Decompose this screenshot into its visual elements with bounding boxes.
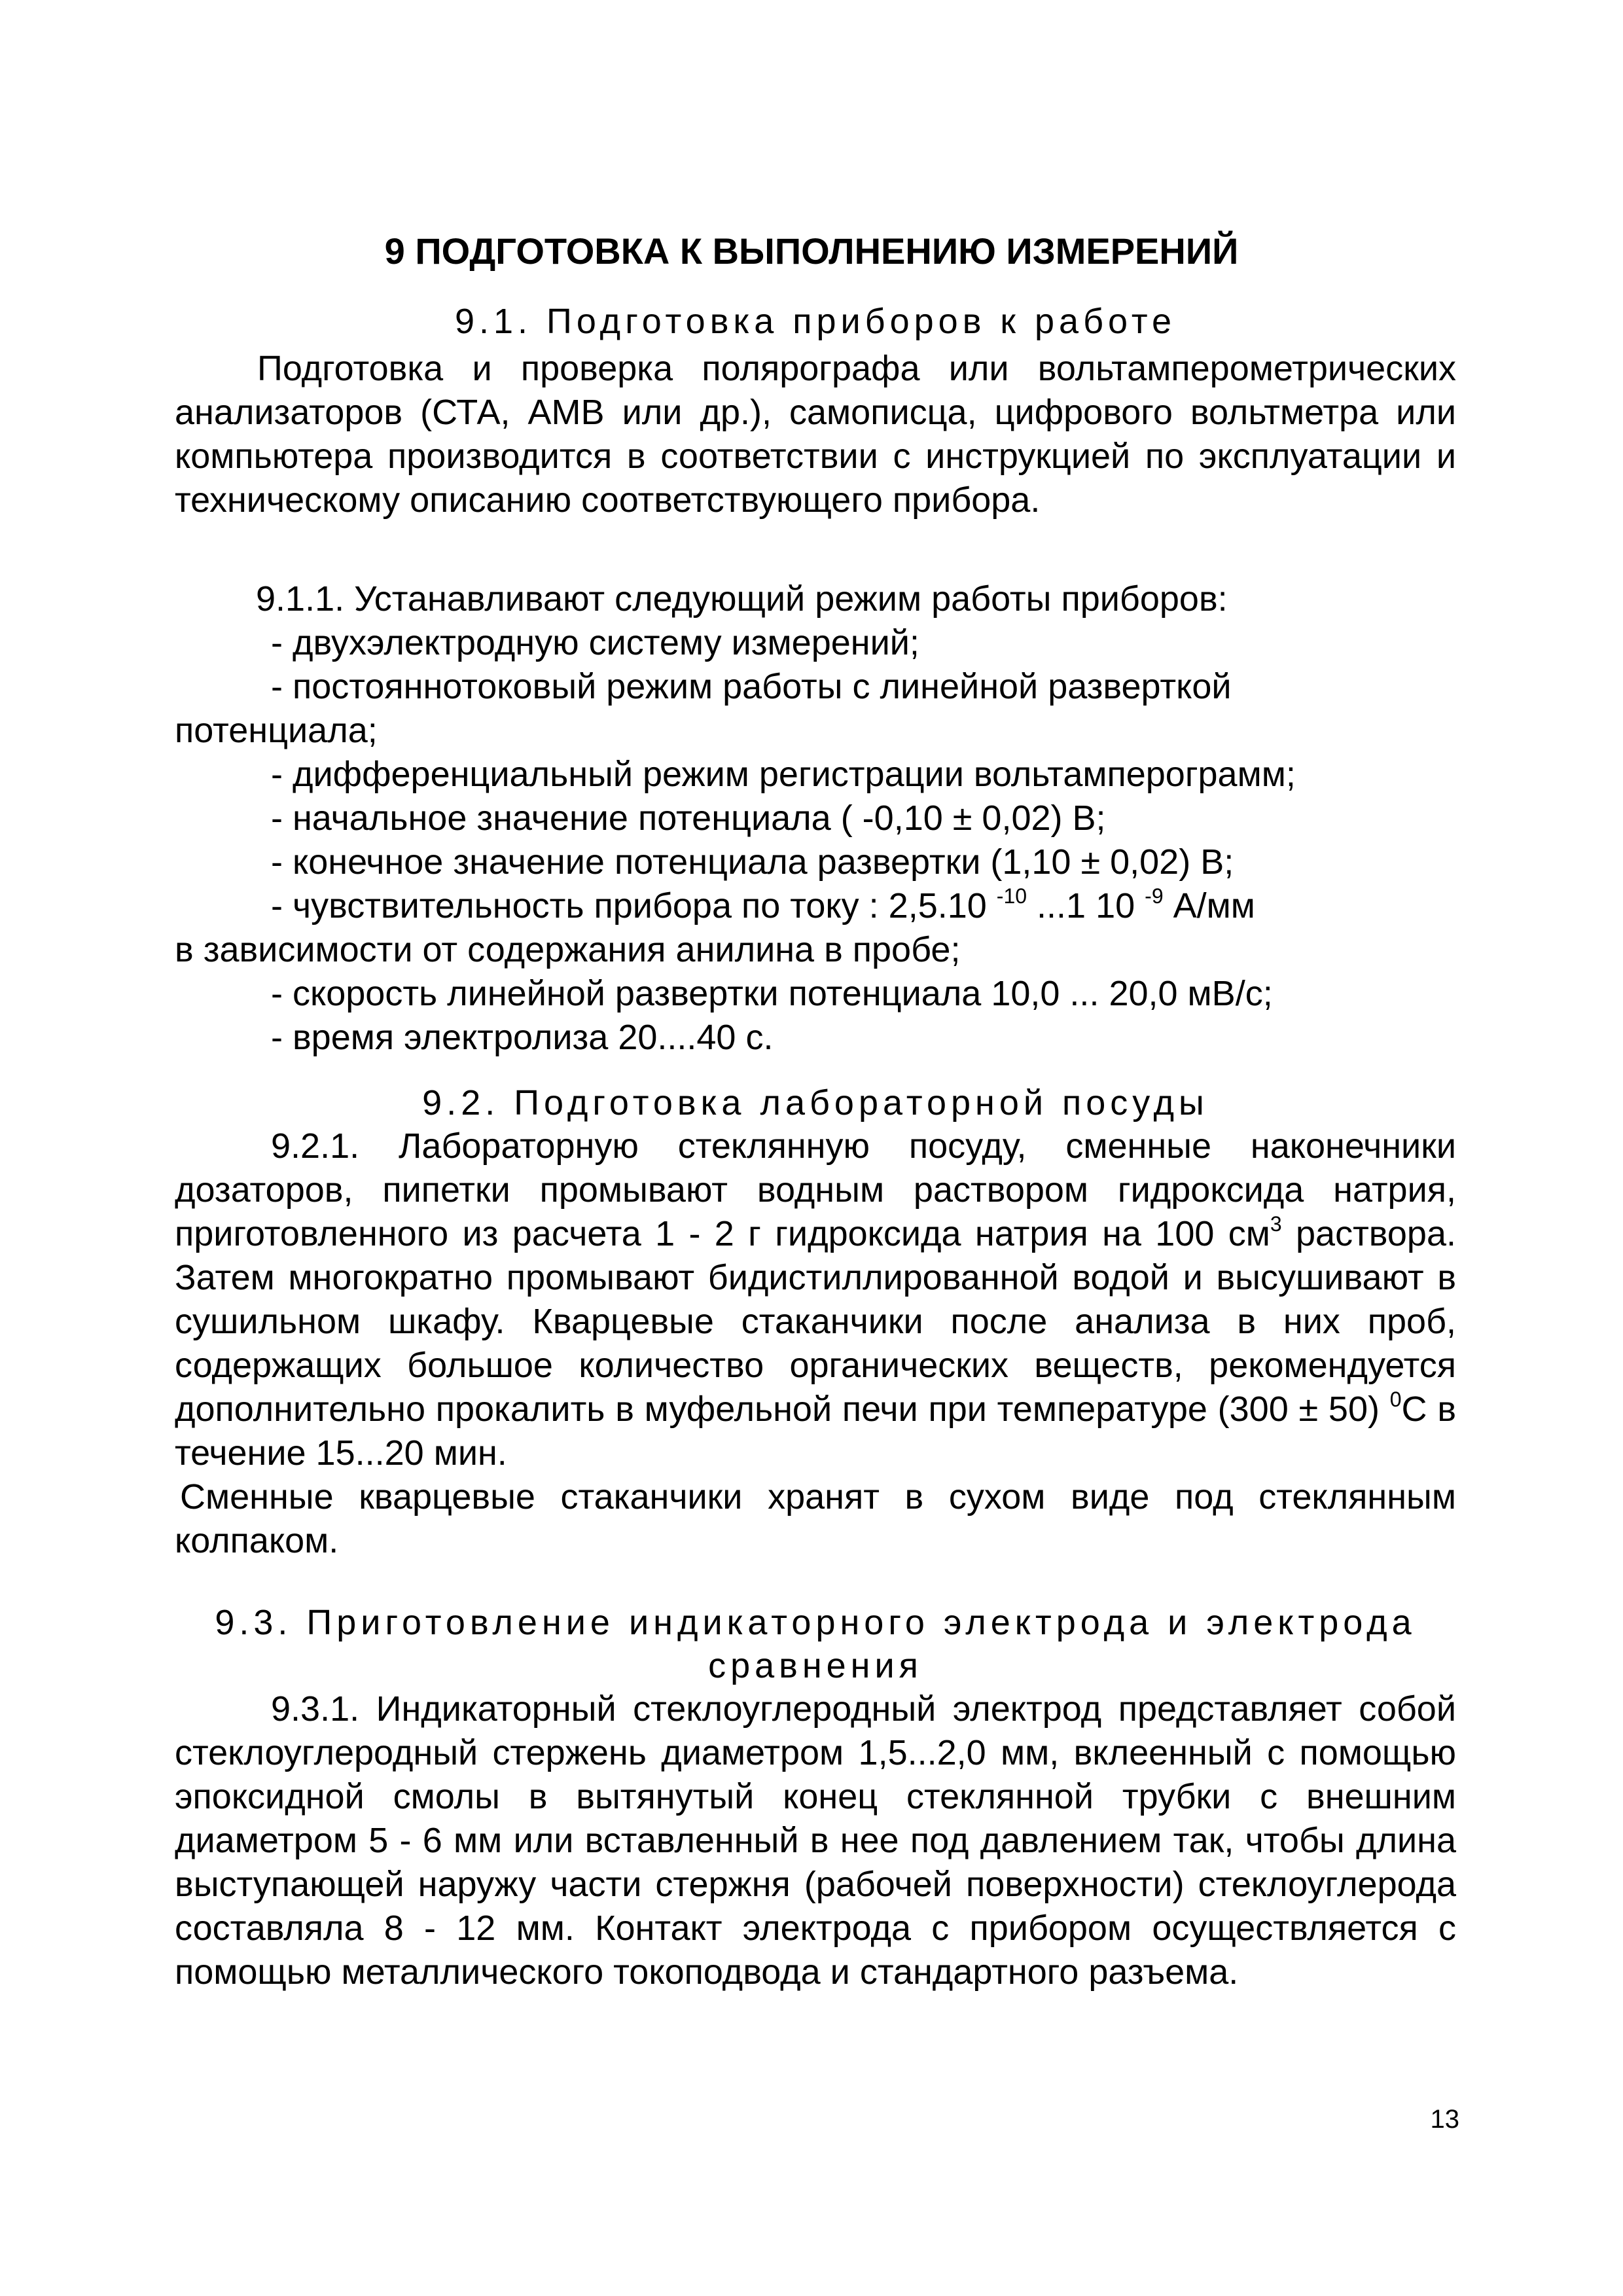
section-9-2 (175, 1081, 1456, 1563)
paragraph-9-1: Подготовка и проверка полярографа или вольтамперометрических анализаторов (СТА, АМВ или др.), самописца, цифрового вольтметра или компьютера производится в соответствии с инструкцией по эксплуатации и техническому описанию соответствующего прибора. (175, 349, 1456, 520)
sensitivity-unit: А/мм (1163, 886, 1255, 925)
list-item: - начальное значение потенциала ( -0,10 ± 0,02) В; (271, 798, 1106, 838)
paragraph-9-2-1 (175, 1124, 1456, 1475)
exponent: -9 (1145, 884, 1164, 908)
sensitivity-text: ...1 10 (1027, 886, 1145, 925)
list-item: - время электролиза 20....40 с. (271, 1018, 774, 1057)
section-title-9-1: 9.1. Подготовка приборов к работе (454, 302, 1177, 341)
list-item: - дифференциальный режим регистрации вольтамперограмм; (271, 755, 1296, 794)
paragraph-9-3-1: 9.3.1. Индикаторный стеклоуглеродный электрод представляет собой стеклоуглеродный стержень диаметром 1,5...2,0 мм, вклеенный с помощью эпоксидной смолы в вытянутый конец стеклянной трубки с внешним диаметром 5 - 6 мм или вставленный в нее под давлением так, чтобы длина выступающей наружу части стержня (рабочей поверхности) стеклоуглерода составляла 8 - 12 мм. Контакт электрода с прибором осуществляется с помощью металлического токоподвода и стандартного разъема. (175, 1689, 1456, 1992)
section-title-9-2: 9.2. Подготовка лабораторной посуды (422, 1083, 1209, 1122)
paragraph-text: С в течение 15...20 мин. (175, 1390, 1457, 1473)
section-title-9-3: 9.3. Приготовление индикаторного электрода и электрода сравнения (215, 1603, 1416, 1685)
list-9-1-1 (175, 577, 1456, 1060)
list-item-continuation: потенциала; (175, 711, 378, 750)
list-item-sensitivity (175, 884, 1456, 928)
superscript: 3 (1270, 1212, 1282, 1236)
paragraph-text: 9.2.1. Лабораторную стеклянную посуду, сменные наконечники дозаторов, пипетки промывают водным раствором гидроксида натрия, приготовленного из расчета 1 - 2 г гидроксида натрия на 100 см (175, 1126, 1456, 1253)
list-item: - скорость линейной развертки потенциала 10,0 ... 20,0 мВ/с; (271, 974, 1273, 1013)
paragraph-9-2-note: Сменные кварцевые стаканчики хранят в сухом виде под стеклянным колпаком. (175, 1477, 1456, 1560)
section-9-1 (175, 300, 1456, 522)
list-item-continuation: в зависимости от содержания анилина в пробе; (175, 930, 961, 969)
list-item: - двухэлектродную систему измерений; (271, 623, 919, 662)
section-9-3 (175, 1601, 1456, 1994)
chapter-heading: 9 ПОДГОТОВКА К ВЫПОЛНЕНИЮ ИЗМЕРЕНИЙ (384, 230, 1239, 272)
list-item: - конечное значение потенциала развертки (1,10 ± 0,02) В; (271, 842, 1234, 882)
list-intro: 9.1.1. Устанавливают следующий режим работы приборов: (256, 579, 1228, 619)
exponent: -10 (996, 884, 1027, 908)
sensitivity-text: - чувствительность прибора по току : 2,5.10 (271, 886, 997, 925)
page-number: 13 (1430, 2105, 1459, 2134)
list-item: - постояннотоковый режим работы с линейной разверткой (271, 667, 1232, 706)
paragraph-text: раствора. Затем многократно промывают бидистиллированной водой и высушивают в сушильном шкафу. Кварцевые стаканчики после анализа в них проб, содержащих большое количество органических веществ, рекомендуется дополнительно прокалить в муфельной печи при температуре (300 ± 50) (175, 1214, 1456, 1429)
superscript: 0 (1389, 1388, 1402, 1411)
